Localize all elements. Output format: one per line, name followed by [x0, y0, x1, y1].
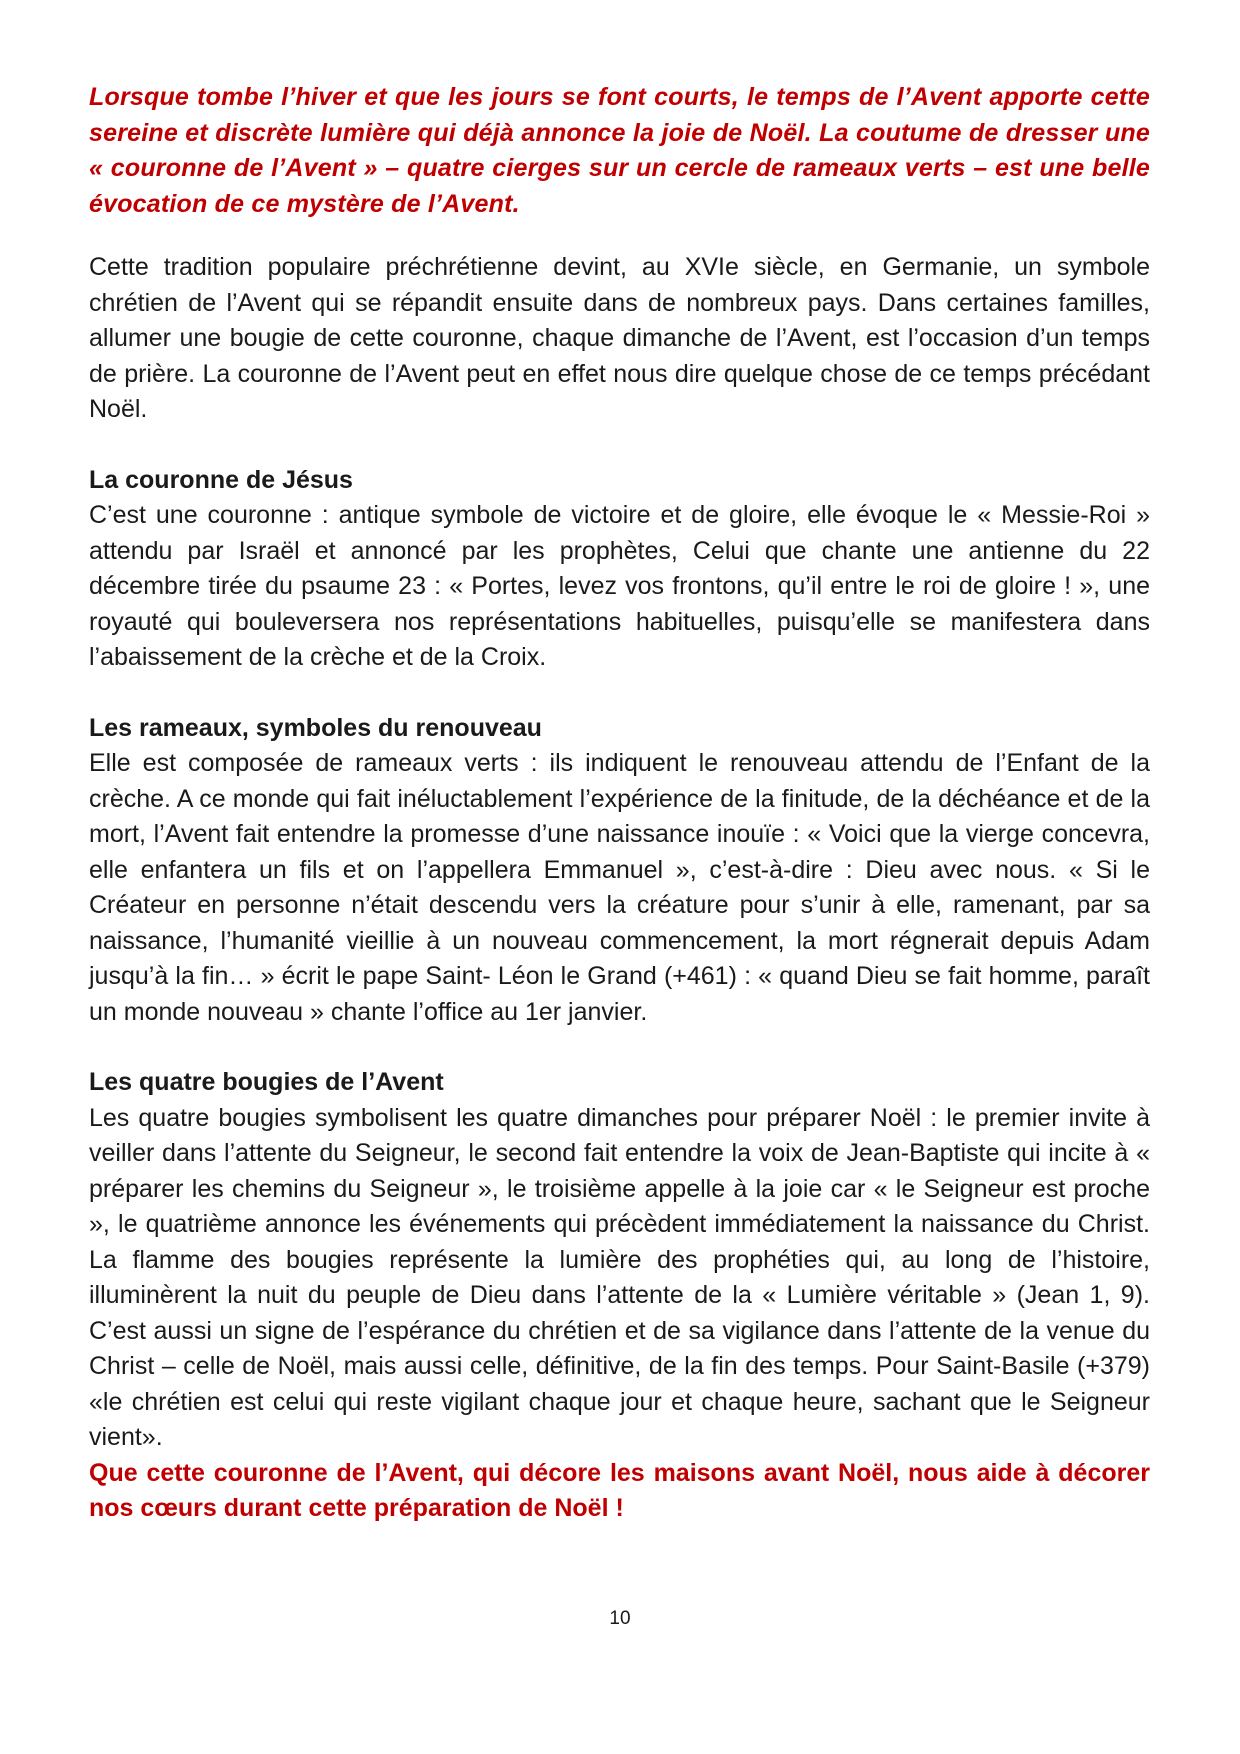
document-page [89, 80, 1150, 1527]
section-heading-rameaux: Les rameaux, symboles du renouveau [89, 713, 542, 742]
page-number: 10 [609, 1608, 631, 1629]
spacer [89, 222, 1150, 250]
section-text-couronne: C’est une couronne : antique symbole de victoire et de gloire, elle évoque le « Messie-Roi » attendu par Israël et annoncé par les prophètes, Celui que chante une antienne du 22 décembre tirée du psaume 23 : « Portes, levez vos frontons, qu’il entre le roi de gloire ! », une royauté qui bouleversera nos représentations habituelles, puisqu’elle se manifestera dans l’abaissement de la crèche et de la Croix. [89, 501, 1150, 671]
section-text-rameaux: Elle est composée de rameaux verts : ils indiquent le renouveau attendu de l’Enfant de la crèche. A ce monde qui fait inéluctablement l’expérience de la finitude, de la déchéance et de la mort, l’Avent fait entendre la promesse d’une naissance inouïe : « Voici que la vierge concevra, elle enfantera un fils et on l’appellera Emmanuel », c’est-à-dire : Dieu avec nous. « Si le Créateur en personne n’était descendu vers la créature pour s’unir à elle, ramenant, par sa naissance, l’humanité vieillie à un nouveau commencement, la mort régnerait depuis Adam jusqu’à la fin… » écrit le pape Saint- Léon le Grand (+461) : « quand Dieu se fait homme, paraît un monde nouveau » chante l’office au 1er janvier. [89, 749, 1150, 1026]
section-heading-couronne: La couronne de Jésus [89, 465, 353, 494]
spacer [89, 676, 1150, 711]
spacer [89, 428, 1150, 463]
section-text-flamme: La flamme des bougies représente la lumière des prophéties qui, au long de l’histoire, illuminèrent la nuit du peuple de Dieu dans l’attente de la « Lumière véritable » (Jean 1, 9). C’est aussi un signe de l’espérance du chrétien et de sa vigilance dans l’attente de la venue du Christ – celle de Noël, mais aussi celle, définitive, de la fin des temps. Pour Saint-Basile (+379) «le chrétien est celui qui reste vigilant chaque jour et chaque heure, sachant que le Seigneur vient». [89, 1245, 1150, 1451]
closing-paragraph: Que cette couronne de l’Avent, qui décore les maisons avant Noël, nous aide à décorer nos cœurs durant cette préparation de Noël ! [89, 1458, 1150, 1522]
spacer [89, 1030, 1150, 1065]
section-heading-bougies: Les quatre bougies de l’Avent [89, 1068, 444, 1096]
section-text-bougies: Les quatre bougies symbolisent les quatre dimanches pour préparer Noël : le premier invite à veiller dans l’attente du Seigneur, le second fait entendre la voix de Jean-Baptiste qui incite à « préparer les chemins du Seigneur », le troisième appelle à la joie car « le Seigneur est proche », le quatrième annonce les événements qui précèdent immédiatement la naissance du Christ. [89, 1103, 1150, 1238]
paragraph-tradition: Cette tradition populaire préchrétienne devint, au XVIe siècle, en Germanie, un symbole chrétien de l’Avent qui se répandit ensuite dans de nombreux pays. Dans certaines familles, allumer une bougie de cette couronne, chaque dimanche de l’Avent, est l’occasion d’un temps de prière. La couronne de l’Avent peut en effet nous dire quelque chose de ce temps précédant Noël. [89, 253, 1150, 423]
intro-paragraph: Lorsque tombe l’hiver et que les jours se font courts, le temps de l’Avent apporte cette sereine et discrète lumière qui déjà annonce la joie de Noël. La coutume de dresser une « couronne de l’Avent » – quatre cierges sur un cercle de rameaux verts – est une belle évocation de ce mystère de l’Avent. [89, 83, 1150, 218]
